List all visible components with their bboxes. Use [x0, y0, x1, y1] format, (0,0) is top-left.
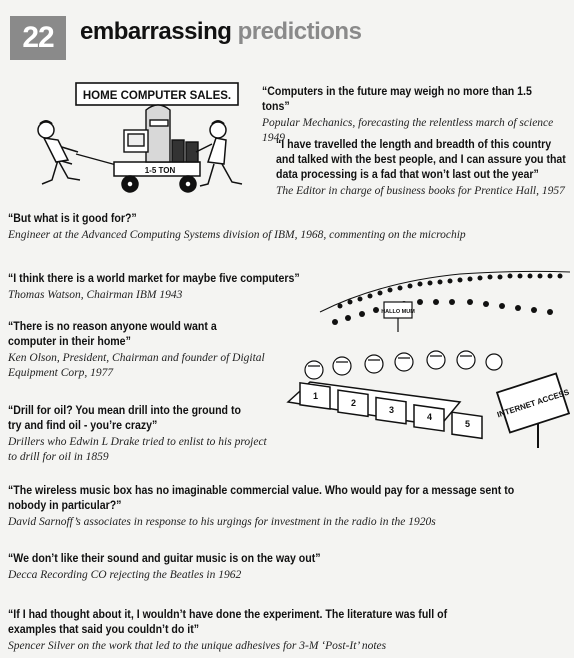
hallo-mum-placard: [384, 302, 412, 332]
box-number-4: 4: [427, 412, 433, 422]
quote-7: [8, 484, 568, 530]
quote-text: “The wireless music box has no imaginable commercial value. Who would pay for a message sent to nobody in particular?”: [8, 485, 515, 512]
right-man-figure: [196, 121, 242, 186]
quote-8: [8, 552, 508, 583]
quote-attribution: Ken Olson, President, Chairman and founder of Digital Equipment Corp, 1977: [8, 351, 265, 380]
quote-text: “If I had thought about it, I wouldn’t have done the experiment. The literature was full of examples that said you couldn’t do it”: [8, 609, 448, 636]
quote-attribution: The Editor in charge of business books for Prentice Hall, 1957: [276, 184, 565, 197]
quote-5: [8, 320, 276, 382]
quote-attribution: Spencer Silver on the work that led to the unique adhesives for 3-M ‘Post-It’ notes: [8, 639, 387, 652]
box-number-2: 2: [351, 398, 357, 408]
box-number-1: 1: [313, 391, 319, 401]
quote-3: [8, 212, 508, 243]
left-man-figure: [38, 121, 80, 184]
quote-text: “I have travelled the length and breadth of this country and talked with the best people, and I can assure you that data processing is a fad that won’t last out the year”: [276, 139, 566, 181]
internet-sign-text: INTERNET ACCESS: [495, 387, 570, 420]
quote-6: [8, 404, 278, 466]
home-computer-cartoon: [28, 80, 253, 198]
box-number-3: 3: [389, 405, 395, 415]
quote-9: [8, 608, 488, 654]
quote-attribution: Engineer at the Advanced Computing Systems division of IBM, 1968, commenting on the microchip: [8, 228, 466, 241]
placard-text: HALLO MUM: [381, 309, 415, 315]
page-title: [80, 18, 361, 46]
quote-attribution: Decca Recording CO rejecting the Beatles in 1962: [8, 568, 242, 581]
big-computer: [124, 105, 198, 162]
quote-attribution: Popular Mechanics, forecasting the relentless march of science 1949: [262, 116, 554, 145]
quote-attribution: Thomas Watson, Chairman IBM 1943: [8, 288, 183, 301]
quote-text: “Computers in the future may weigh no more than 1.5 tons”: [262, 86, 532, 113]
quote-4: [8, 272, 328, 303]
sales-sign-text: HOME COMPUTER SALES.: [82, 90, 232, 102]
page-number: 22: [10, 16, 66, 60]
box-number-5: 5: [465, 419, 471, 429]
crowd-horizon: [320, 271, 570, 312]
title-part-1: embarrassing: [80, 18, 232, 45]
distant-crowd: [332, 274, 563, 326]
title-part-2: predictions: [237, 18, 362, 45]
front-people: [305, 351, 502, 379]
quote-text: “There is no reason anyone would want a computer in their home”: [8, 321, 217, 348]
quote-text: “But what is it good for?”: [8, 213, 137, 225]
cart-weight-text: 1-5 TON: [144, 166, 176, 175]
quote-attribution: David Sarnoff’s associates in response to his urgings for investment in the radio in the 1920s: [8, 515, 436, 528]
quote-attribution: Drillers who Edwin L Drake tried to enlist to his project to drill for oil in 1859: [8, 435, 267, 464]
quote-text: “I think there is a world market for maybe five computers”: [8, 273, 300, 285]
quote-text: “We don’t like their sound and guitar music is on the way out”: [8, 553, 321, 565]
quote-2: [276, 138, 574, 199]
quote-text: “Drill for oil? You mean drill into the ground to try and find oil - you’re crazy”: [8, 405, 241, 432]
